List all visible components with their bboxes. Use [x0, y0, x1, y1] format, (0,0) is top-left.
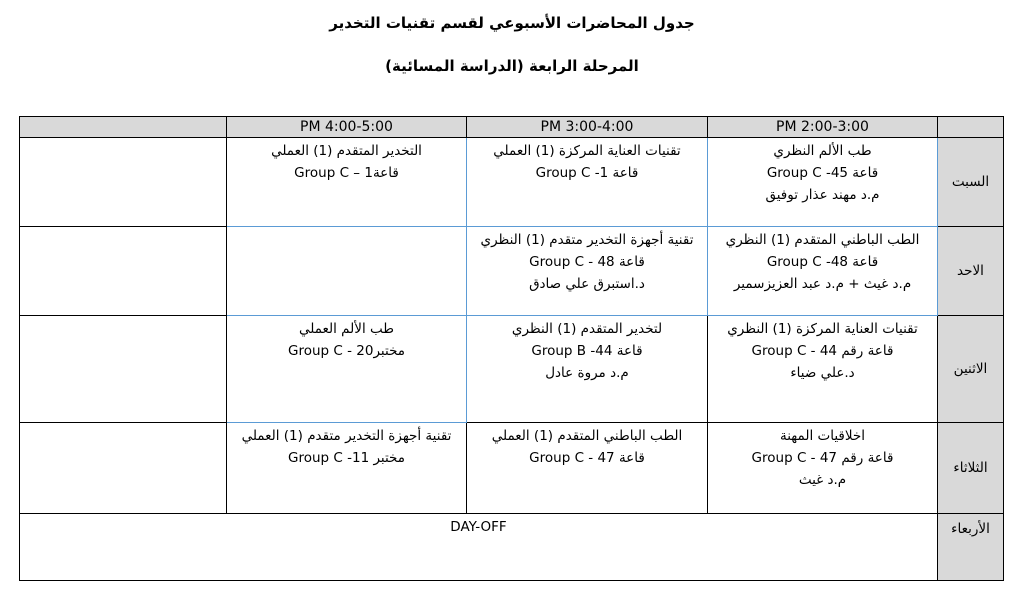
schedule-cell	[467, 423, 708, 514]
schedule-cell	[708, 227, 938, 316]
course-room: قاعة 45- Group C	[766, 165, 879, 181]
course-instructor: د.علي ضياء	[790, 365, 855, 381]
schedule-cell	[708, 316, 938, 423]
header-row	[20, 117, 1004, 138]
course-room: مختبر 11- Group C	[287, 450, 406, 466]
course-name: تقنيات العناية المركزة (1) النظري	[727, 321, 918, 337]
day-label: السبت	[938, 138, 1004, 227]
day-label: الثلاثاء	[938, 423, 1004, 514]
table-row	[20, 227, 1004, 316]
course-room: قاعة رقم 47 - Group C	[751, 450, 894, 466]
header-blank	[20, 117, 227, 138]
course-room: قاعة 48 - Group C	[529, 254, 645, 270]
course-name: الطب الباطني المتقدم (1) النظري	[725, 232, 920, 248]
page-title: جدول المحاضرات الأسبوعي لقسم تقنيات التخدير	[329, 14, 695, 32]
course-instructor: م.د غيث	[798, 472, 847, 488]
course-name: التخدير المتقدم (1) العملي	[271, 143, 422, 159]
page-subtitle: المرحلة الرابعة (الدراسة المسائية)	[385, 57, 639, 75]
day-label: الأربعاء	[938, 514, 1004, 581]
table-row	[20, 138, 1004, 227]
day-off-cell: DAY-OFF	[20, 514, 938, 581]
table-row	[20, 316, 1004, 423]
table-row-wednesday	[20, 514, 1004, 581]
course-name: طب الألم العملي	[298, 321, 395, 337]
course-name: لتخدير المتقدم (1) النظري	[511, 321, 663, 337]
schedule-cell-empty	[227, 227, 467, 316]
schedule-cell	[227, 316, 467, 423]
course-room: قاعة 44- Group B	[531, 343, 643, 359]
header-day-blank	[938, 117, 1004, 138]
header-slot-2: 3:00-4:00 PM	[467, 117, 708, 138]
course-room: قاعة رقم 44 - Group C	[751, 343, 894, 359]
table-row	[20, 423, 1004, 514]
course-instructor: م.د غيث + م.د عبد العزيزسمير	[733, 276, 912, 292]
schedule-cell	[467, 227, 708, 316]
schedule-cell	[227, 423, 467, 514]
schedule-cell	[227, 138, 467, 227]
blank-cell	[20, 227, 227, 316]
course-instructor: د.استبرق علي صادق	[529, 276, 645, 292]
course-room: قاعة 1- Group C	[535, 165, 639, 181]
course-name: تقنية أجهزة التخدير متقدم (1) العملي	[241, 428, 452, 444]
day-label: الاحد	[938, 227, 1004, 316]
course-instructor: م.د مروة عادل	[545, 365, 629, 381]
course-room: قاعة 48- Group C	[766, 254, 879, 270]
blank-cell	[20, 138, 227, 227]
header-slot-3: 4:00-5:00 PM	[227, 117, 467, 138]
course-name: اخلاقيات المهنة	[780, 428, 865, 444]
schedule-cell	[708, 423, 938, 514]
schedule-cell	[467, 138, 708, 227]
course-name: تقنية أجهزة التخدير متقدم (1) النظري	[480, 232, 694, 248]
blank-cell	[20, 423, 227, 514]
course-name: تقنيات العناية المركزة (1) العملي	[493, 143, 681, 159]
schedule-cell	[467, 316, 708, 423]
schedule-table	[19, 116, 1004, 581]
header-slot-1: 2:00-3:00 PM	[708, 117, 938, 138]
day-label: الاثنين	[938, 316, 1004, 423]
blank-cell	[20, 316, 227, 423]
course-room: مختبر20 - Group C	[287, 343, 406, 359]
schedule-cell	[708, 138, 938, 227]
course-room: قاعة 47 - Group C	[529, 450, 645, 466]
course-room: قاعة1 – Group C	[294, 165, 399, 181]
course-name: طب الألم النظري	[773, 143, 872, 159]
course-instructor: م.د مهند عذار توفيق	[765, 187, 880, 203]
course-name: الطب الباطني المتقدم (1) العملي	[491, 428, 683, 444]
